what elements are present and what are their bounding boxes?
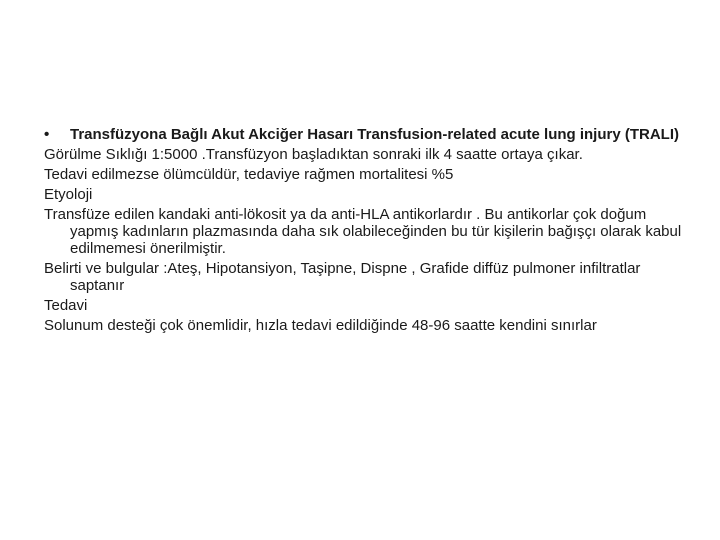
etiology-text: Transfüze edilen kandaki anti-lökosit ya da anti-HLA antikorlardır . Bu antikorlar çok doğum yapmış kadınların plazmasında daha sık olabileceğinden bu tür kişilerin bağışçı olarak kabul edilmemesi önerilmiştir. <box>44 206 682 257</box>
bullet-icon: • <box>44 126 50 143</box>
treatment-heading: Tedavi <box>44 297 88 314</box>
treatment-text: Solunum desteği çok önemlidir, hızla tedavi edildiğinde 48-96 saatte kendini sınırlar <box>44 317 597 334</box>
slide-content <box>44 126 684 337</box>
mortality-line: Tedavi edilmezse ölümcüldür, tedaviye rağmen mortalitesi %5 <box>44 166 454 183</box>
slide-title: Transfüzyona Bağlı Akut Akciğer Hasarı Transfusion-related acute lung injury (TRALI) <box>70 126 680 143</box>
symptoms-line: Belirti ve bulgular :Ateş, Hipotansiyon, Taşipne, Dispne , Grafide diffüz pulmoner infiltratlar saptanır <box>44 260 641 294</box>
bullet-heading <box>44 126 684 143</box>
etiology-heading: Etyoloji <box>44 186 93 203</box>
incidence-line: Görülme Sıklığı 1:5000 .Transfüzyon başladıktan sonraki ilk 4 saatte ortaya çıkar. <box>44 146 583 163</box>
